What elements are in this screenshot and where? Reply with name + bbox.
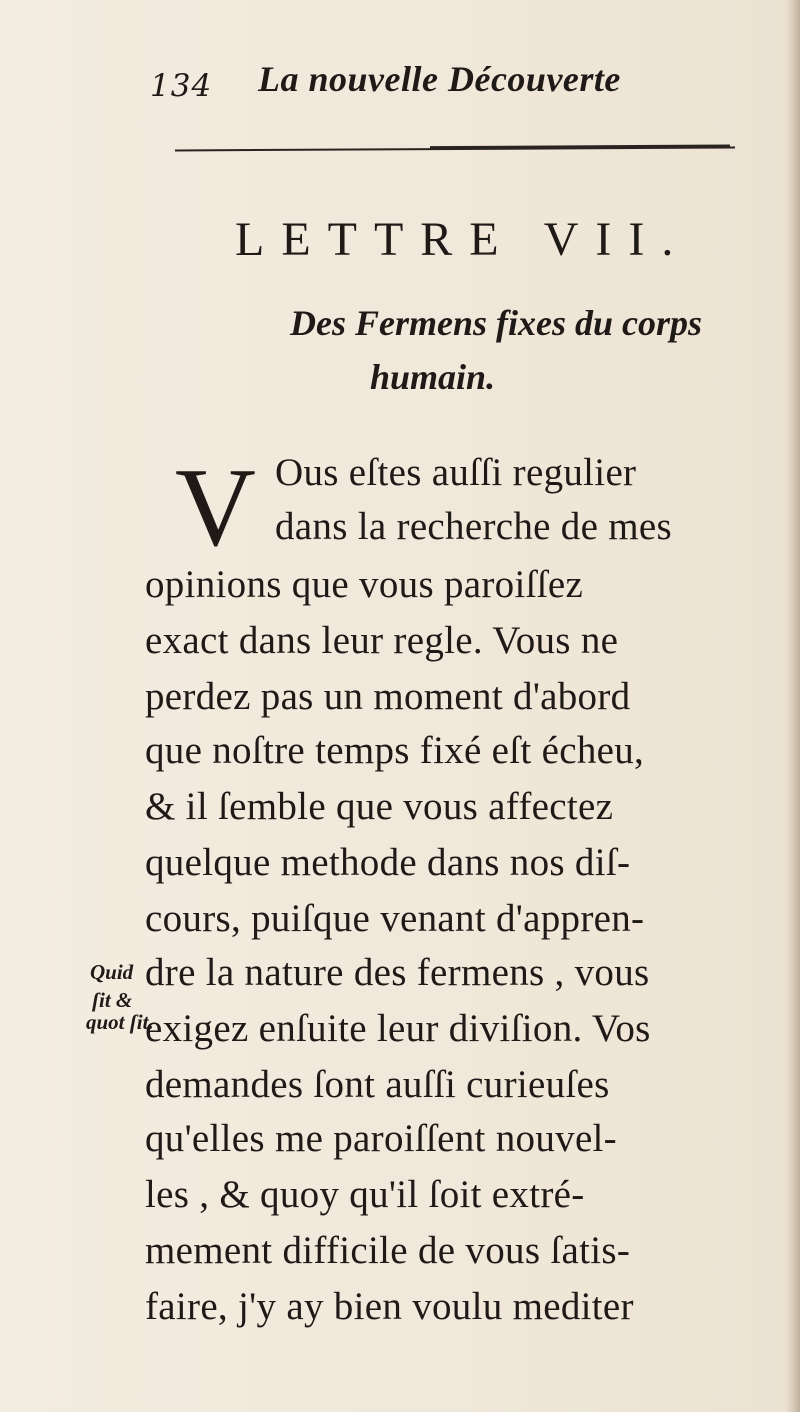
body-line: & il ſemble que vous affectez xyxy=(145,785,614,828)
body-line: dre la nature des fermens , vous xyxy=(145,951,650,994)
margin-note: quot ſit. xyxy=(86,1010,154,1034)
body-line: les , & quoy qu'il ſoit extré- xyxy=(145,1173,585,1216)
body-line: que noſtre temps fixé eſt écheu, xyxy=(145,729,645,772)
body-line: demandes ſont auſſi curieuſes xyxy=(145,1063,610,1106)
letter-title: LETTRE VII. xyxy=(235,213,691,266)
page-header xyxy=(150,58,710,108)
letter-subtitle-line-2: humain. xyxy=(370,357,496,397)
page-number: 134 xyxy=(150,68,213,104)
body-line: opinions que vous paroiſſez xyxy=(145,563,584,606)
body-line: exact dans leur regle. Vous ne xyxy=(145,619,619,662)
letter-subtitle-line-1: Des Fermens fixes du corps xyxy=(290,303,702,343)
body-line: exigez enſuite leur diviſion. Vos xyxy=(145,1007,651,1050)
body-line: quelque methode dans nos diſ- xyxy=(145,841,631,884)
margin-note: ſit & xyxy=(92,988,133,1012)
body-line: Ous eſtes auſſi regulier xyxy=(275,451,637,494)
body-line: mement difficile de vous ſatis- xyxy=(145,1229,631,1272)
body-line: qu'elles me paroiſſent nouvel- xyxy=(145,1117,617,1160)
page-edge xyxy=(786,0,800,1412)
header-rule xyxy=(175,147,735,152)
body-line: perdez pas un moment d'abord xyxy=(145,675,631,718)
running-title: La nouvelle Découverte xyxy=(258,59,621,99)
margin-note: Quid xyxy=(90,960,134,984)
body-line: cours, puiſque venant d'appren- xyxy=(145,897,645,940)
drop-cap: V xyxy=(175,446,256,570)
body-line: dans la recherche de mes xyxy=(275,505,672,548)
body-line: faire, j'y ay bien voulu mediter xyxy=(145,1285,634,1328)
